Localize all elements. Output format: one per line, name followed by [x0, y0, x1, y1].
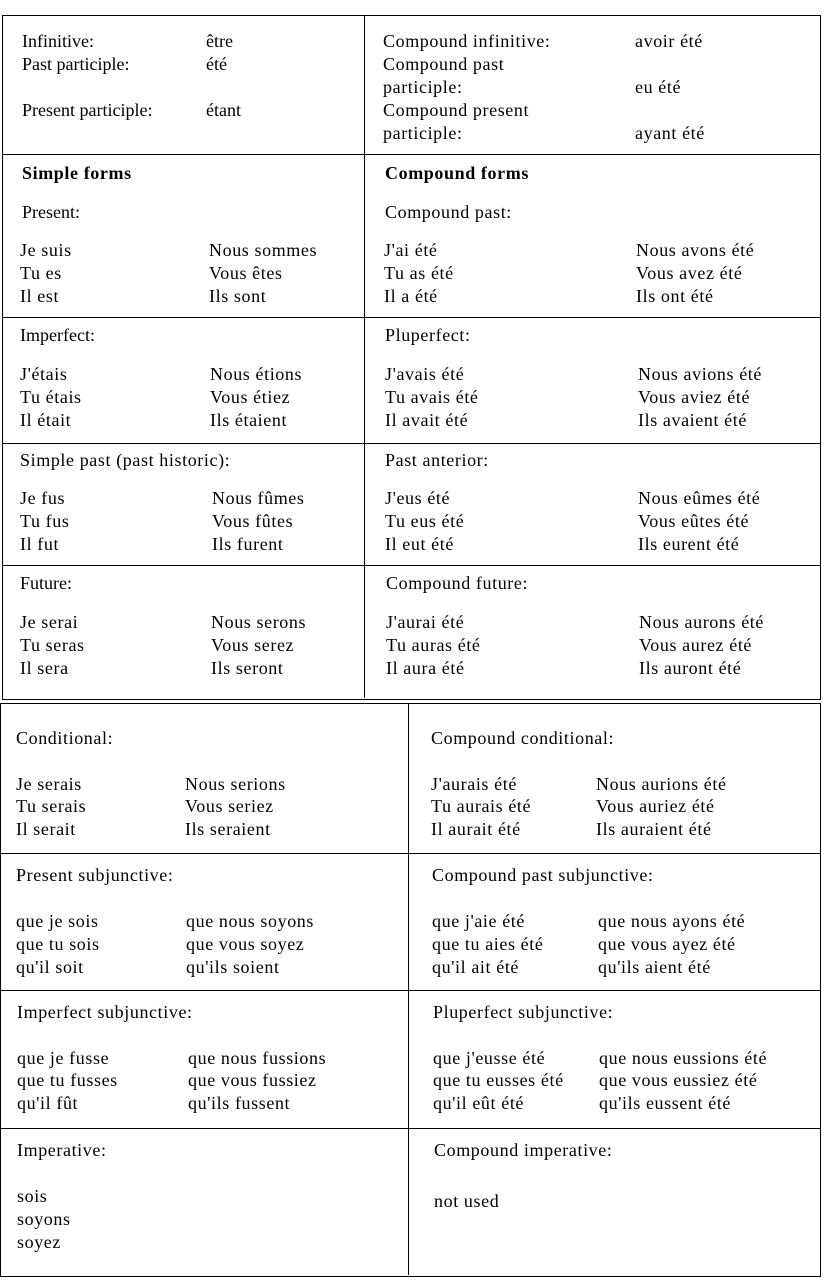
compound-future-title: Compound future:: [386, 573, 529, 593]
compound-past-form: Nous avons été: [636, 240, 755, 260]
past-anterior-form: Tu eus été: [385, 511, 465, 531]
present-subjunctive-form: que vous soyez: [186, 934, 305, 954]
imperative-title: Imperative:: [17, 1140, 107, 1160]
past-anterior-form: Ils eurent été: [638, 534, 740, 554]
pluperfect-form: Nous avions été: [638, 364, 762, 384]
past-anterior-form: J'eus été: [385, 488, 451, 508]
simple-past-cell: [3, 444, 365, 566]
compound-past-subjunctive-form: que tu aies été: [432, 934, 544, 954]
past-participle-value: été: [206, 54, 227, 74]
infinitive-value: être: [206, 31, 233, 51]
imperfect-form: Il était: [20, 410, 72, 430]
participles-cell-right: [365, 16, 820, 155]
present-subjunctive-form: que nous soyons: [186, 911, 315, 931]
conditional-form: Vous seriez: [185, 796, 274, 816]
imperfect-form: Vous étiez: [210, 387, 291, 407]
past-anterior-title: Past anterior:: [385, 450, 489, 470]
compound-past-subjunctive-form: que nous ayons été: [598, 911, 746, 931]
compound-imperative-title: Compound imperative:: [434, 1140, 613, 1160]
pluperfect-subjunctive-form: que j'eusse été: [433, 1048, 546, 1068]
conditional-form: Ils seraient: [185, 819, 271, 839]
imperfect-subjunctive-form: que nous fussions: [188, 1048, 327, 1068]
present-subjunctive-form: qu'il soit: [16, 957, 84, 977]
future-form: Je serai: [20, 612, 79, 632]
present-subjunctive-form: qu'ils soient: [186, 957, 280, 977]
compound-past-participle-label-2: participle:: [383, 77, 463, 97]
compound-conditional-title: Compound conditional:: [431, 728, 615, 748]
compound-conditional-form: Ils auraient été: [596, 819, 712, 839]
pluperfect-subjunctive-form: que vous eussiez été: [599, 1070, 758, 1090]
future-form: Ils seront: [211, 658, 284, 678]
compound-present-participle-label-1: Compound present: [383, 100, 530, 120]
compound-conditional-cell: [409, 704, 820, 854]
compound-past-form: J'ai été: [384, 240, 438, 260]
compound-future-cell: [365, 566, 820, 698]
compound-past-cell: [365, 155, 820, 318]
conditional-form: Je serais: [16, 774, 82, 794]
compound-present-participle-value: ayant été: [635, 123, 705, 143]
conjugation-table-indicative: [2, 15, 821, 700]
future-form: Il sera: [20, 658, 69, 678]
compound-past-title: Compound past:: [385, 202, 512, 222]
simple-past-form: Ils furent: [212, 534, 284, 554]
compound-past-subjunctive-title: Compound past subjunctive:: [432, 865, 654, 885]
pluperfect-form: Vous aviez été: [638, 387, 751, 407]
present-subjunctive-form: que tu sois: [16, 934, 100, 954]
present-cell: [3, 155, 365, 318]
imperfect-form: Ils étaient: [210, 410, 288, 430]
simple-past-form: Je fus: [20, 488, 66, 508]
imperfect-subjunctive-title: Imperfect subjunctive:: [17, 1002, 193, 1022]
past-anterior-form: Il eut été: [385, 534, 454, 554]
present-participle-label: Present participle:: [22, 100, 153, 120]
compound-past-form: Vous avez été: [636, 263, 743, 283]
compound-future-form: Vous aurez été: [639, 635, 753, 655]
imperfect-subjunctive-form: que je fusse: [17, 1048, 110, 1068]
pluperfect-title: Pluperfect:: [385, 325, 471, 345]
pluperfect-form: Il avait été: [385, 410, 469, 430]
infinitive-label: Infinitive:: [22, 31, 94, 51]
present-form: Vous êtes: [209, 263, 283, 283]
conditional-form: Nous serions: [185, 774, 286, 794]
past-anterior-form: Vous eûtes été: [638, 511, 750, 531]
pluperfect-cell: [365, 318, 820, 444]
future-title: Future:: [20, 573, 72, 593]
compound-past-subjunctive-form: qu'ils aient été: [598, 957, 711, 977]
imperfect-subjunctive-form: qu'ils fussent: [188, 1093, 291, 1113]
imperative-form: soyez: [17, 1232, 61, 1252]
present-subjunctive-title: Present subjunctive:: [16, 865, 174, 885]
pluperfect-subjunctive-title: Pluperfect subjunctive:: [433, 1002, 614, 1022]
compound-infinitive-value: avoir été: [635, 31, 703, 51]
compound-conditional-form: Vous auriez été: [596, 796, 715, 816]
imperative-form: sois: [17, 1186, 48, 1206]
present-participle-value: étant: [206, 100, 241, 120]
compound-past-form: Ils ont été: [636, 286, 714, 306]
compound-past-form: Il a été: [384, 286, 438, 306]
simple-past-form: Il fut: [20, 534, 60, 554]
imperfect-form: Tu étais: [20, 387, 82, 407]
present-form: Nous sommes: [209, 240, 318, 260]
compound-imperative-cell: [409, 1129, 820, 1275]
conditional-form: Tu serais: [16, 796, 87, 816]
imperative-form: soyons: [17, 1209, 71, 1229]
compound-future-form: Ils auront été: [639, 658, 742, 678]
future-cell: [3, 566, 365, 698]
imperative-cell: [1, 1129, 409, 1275]
compound-past-participle-label-1: Compound past: [383, 54, 505, 74]
imperfect-form: Nous étions: [210, 364, 303, 384]
compound-past-participle-value: eu été: [635, 77, 682, 97]
pluperfect-subjunctive-form: qu'il eût été: [433, 1093, 525, 1113]
pluperfect-subjunctive-cell: [409, 991, 820, 1129]
compound-conditional-form: J'aurais été: [431, 774, 517, 794]
compound-past-subjunctive-form: que j'aie été: [432, 911, 525, 931]
present-subjunctive-cell: [1, 854, 409, 991]
compound-past-form: Tu as été: [384, 263, 454, 283]
compound-conditional-form: Tu aurais été: [431, 796, 532, 816]
past-participle-label: Past participle:: [22, 54, 130, 74]
compound-infinitive-label: Compound infinitive:: [383, 31, 551, 51]
imperfect-subjunctive-cell: [1, 991, 409, 1129]
present-form: Ils sont: [209, 286, 267, 306]
present-form: Il est: [20, 286, 60, 306]
pluperfect-form: Tu avais été: [385, 387, 479, 407]
imperfect-subjunctive-form: que vous fussiez: [188, 1070, 317, 1090]
simple-past-form: Tu fus: [20, 511, 70, 531]
future-form: Nous serons: [211, 612, 307, 632]
pluperfect-subjunctive-form: que tu eusses été: [433, 1070, 564, 1090]
conditional-form: Il serait: [16, 819, 76, 839]
compound-conditional-form: Il aurait été: [431, 819, 521, 839]
compound-forms-heading: Compound forms: [385, 163, 529, 183]
compound-future-form: Il aura été: [386, 658, 465, 678]
pluperfect-subjunctive-form: qu'ils eussent été: [599, 1093, 732, 1113]
future-form: Vous serez: [211, 635, 295, 655]
compound-past-subjunctive-cell: [409, 854, 820, 991]
present-form: Je suis: [20, 240, 72, 260]
compound-conditional-form: Nous aurions été: [596, 774, 727, 794]
simple-forms-heading: Simple forms: [22, 163, 132, 183]
past-anterior-form: Nous eûmes été: [638, 488, 761, 508]
imperfect-form: J'étais: [20, 364, 68, 384]
compound-past-subjunctive-form: que vous ayez été: [598, 934, 736, 954]
pluperfect-form: Ils avaient été: [638, 410, 747, 430]
simple-past-form: Nous fûmes: [212, 488, 305, 508]
compound-present-participle-label-2: participle:: [383, 123, 463, 143]
compound-past-subjunctive-form: qu'il ait été: [432, 957, 520, 977]
pluperfect-subjunctive-form: que nous eussions été: [599, 1048, 768, 1068]
conditional-title: Conditional:: [16, 728, 114, 748]
participles-cell-left: [3, 16, 365, 155]
imperfect-subjunctive-form: que tu fusses: [17, 1070, 118, 1090]
pluperfect-form: J'avais été: [385, 364, 465, 384]
present-subjunctive-form: que je sois: [16, 911, 99, 931]
conjugation-table-conditional-subjunctive: [0, 703, 821, 1277]
future-form: Tu seras: [20, 635, 85, 655]
simple-past-form: Vous fûtes: [212, 511, 294, 531]
imperfect-cell: [3, 318, 365, 444]
past-anterior-cell: [365, 444, 820, 566]
present-form: Tu es: [20, 263, 62, 283]
imperfect-subjunctive-form: qu'il fût: [17, 1093, 79, 1113]
compound-future-form: Nous aurons été: [639, 612, 764, 632]
compound-future-form: J'aurai été: [386, 612, 465, 632]
compound-imperative-value: not used: [434, 1191, 500, 1211]
compound-future-form: Tu auras été: [386, 635, 481, 655]
conditional-cell: [1, 704, 409, 854]
present-title: Present:: [22, 202, 80, 222]
imperfect-title: Imperfect:: [20, 325, 95, 345]
simple-past-title: Simple past (past historic):: [20, 450, 231, 470]
